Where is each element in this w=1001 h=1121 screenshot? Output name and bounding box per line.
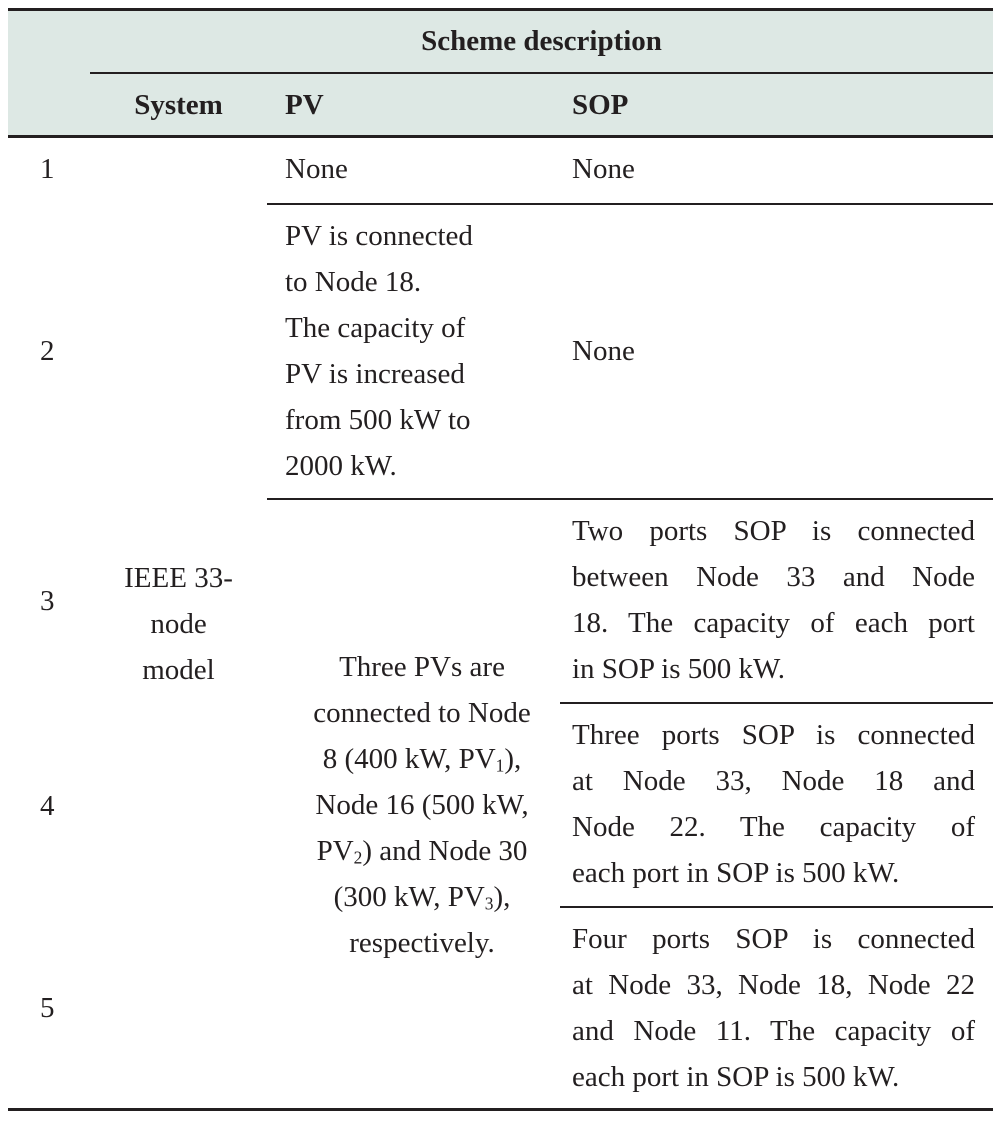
row3-sop-cell [572, 508, 975, 692]
sop-line: at Node 33, Node 18, Node 22 [572, 969, 975, 1001]
pv-line: PV is increased [285, 358, 465, 390]
pv-line: 8 (400 kW, $PV_1$), [322, 743, 522, 776]
pv-line: from 500 kW to [285, 404, 471, 436]
row4-divider [560, 906, 993, 908]
header-pv: PV [285, 89, 324, 121]
pv-line: The capacity of [285, 312, 466, 344]
row-number: 2 [40, 335, 55, 367]
row-number: 3 [40, 585, 55, 617]
row2-pv-cell [285, 213, 473, 489]
pv-line: 2000 kW. [285, 450, 397, 482]
sop-line: in SOP is 500 kW. [572, 653, 785, 685]
sop-line: at Node 33, Node 18 and [572, 765, 975, 797]
row1-sop-cell: None [572, 153, 635, 185]
row-number: 5 [40, 992, 55, 1024]
pv-line: $PV_2$) and Node 30 [316, 835, 528, 868]
row1-divider [267, 203, 993, 205]
row1-pv-cell: None [285, 153, 348, 185]
shared-pv-cell [267, 644, 577, 966]
sop-line: and Node 11. The capacity of [572, 1015, 975, 1047]
pv-line: respectively. [349, 927, 495, 959]
top-rule [8, 8, 993, 11]
system-cell [90, 555, 267, 693]
sop-line: Two ports SOP is connected [572, 515, 975, 547]
sop-line: 18. The capacity of each port [572, 607, 975, 639]
sop-line: Node 22. The capacity of [572, 811, 975, 843]
pv-line: to Node 18. [285, 266, 422, 298]
row5-sop-cell [572, 916, 975, 1100]
pv-line: (300 kW, $PV_3$), [333, 881, 511, 914]
row2-sop-cell: None [572, 335, 635, 367]
sop-line: each port in SOP is 500 kW. [572, 1061, 900, 1093]
sop-line: between Node 33 and Node [572, 561, 975, 593]
row2-divider [267, 498, 993, 500]
system-line: node [150, 608, 207, 640]
system-line: IEEE 33- [124, 562, 233, 594]
header-scheme-description: Scheme description [421, 25, 662, 57]
row-number: 4 [40, 790, 55, 822]
header-sop: SOP [572, 89, 629, 121]
sop-line: Three ports SOP is connected [572, 719, 975, 751]
pv-line: PV is connected [285, 220, 473, 252]
header-system: System [134, 89, 223, 121]
sop-line: each port in SOP is 500 kW. [572, 857, 900, 889]
system-line: model [142, 654, 215, 686]
header-bottom-rule [8, 135, 993, 138]
pv-line: connected to Node [313, 697, 531, 729]
row4-sop-cell [572, 712, 975, 896]
pv-line: Node 16 (500 kW, [315, 789, 529, 821]
bottom-rule [8, 1108, 993, 1111]
group-underline [90, 72, 993, 74]
row3-divider [560, 702, 993, 704]
sop-line: Four ports SOP is connected [572, 923, 975, 955]
pv-line: Three PVs are [339, 651, 505, 683]
row-number: 1 [40, 153, 55, 185]
